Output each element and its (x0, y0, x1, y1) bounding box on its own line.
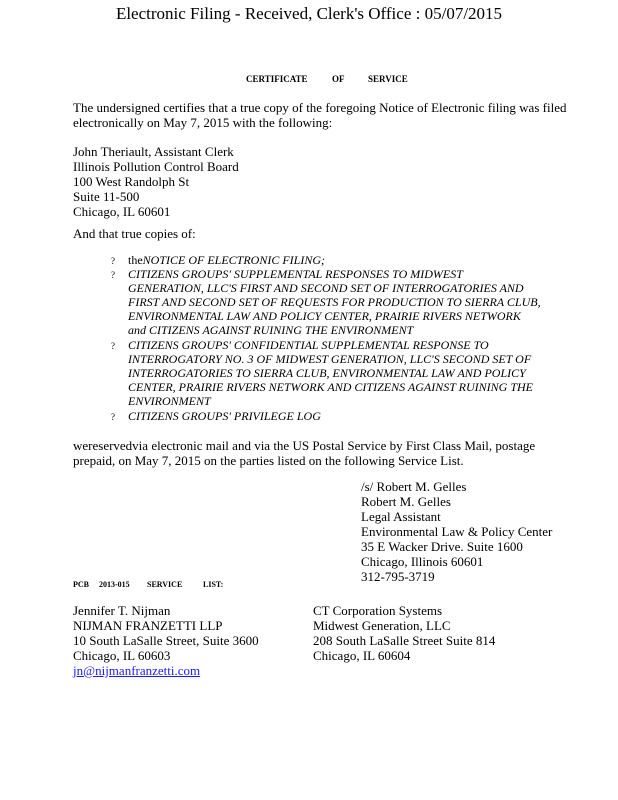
served-paragraph (73, 438, 535, 468)
list-item (128, 253, 325, 267)
service-label: SERVICE (147, 580, 183, 589)
signature-block (361, 479, 552, 584)
item-line: and CITIZENS AGAINST RUINING THE ENVIRONMENT (128, 323, 414, 337)
intro-line: electronically on May 7, 2015 with the following: (73, 115, 333, 130)
item-line: GENERATION, LLC'S FIRST AND SECOND SET OF INTERROGATORIES AND (128, 281, 524, 295)
recipient-line: 100 West Randolph St (73, 174, 190, 189)
signature-line: 312-795-3719 (361, 569, 435, 584)
of-word: OF (332, 74, 345, 84)
party-line: Chicago, IL 60604 (313, 648, 411, 663)
signature-line: 35 E Wacker Drive. Suite 1600 (361, 539, 523, 554)
party-right (313, 603, 495, 663)
recipient-line: Chicago, IL 60601 (73, 204, 171, 219)
served-line: prepaid, on May 7, 2015 on the parties listed on the following Service List. (73, 453, 464, 468)
item-line: NOTICE OF ELECTRONIC FILING; (142, 253, 326, 267)
item-line: CENTER, PRAIRIE RIVERS NETWORK AND CITIZENS AGAINST RUINING THE (128, 380, 533, 394)
bullet-marker: ? (111, 256, 115, 266)
email-link[interactable]: jn@nijmanfranzetti.com (73, 663, 201, 678)
signature-line: Environmental Law & Policy Center (361, 524, 553, 539)
bullet-marker: ? (111, 341, 115, 351)
party-line: NIJMAN FRANZETTI LLP (73, 618, 223, 633)
signature-line: Robert M. Gelles (361, 494, 451, 509)
party-left (73, 603, 259, 678)
item-line: INTERROGATORY NO. 3 OF MIDWEST GENERATION, LLC'S SECOND SET OF (128, 352, 532, 366)
list-label: LIST: (203, 580, 224, 589)
intro-paragraph (73, 100, 566, 130)
item-line: ENVIRONMENT (128, 394, 211, 408)
service-word: SERVICE (368, 74, 408, 84)
signature-line: /s/ Robert M. Gelles (361, 479, 467, 494)
pcb-label: PCB (73, 580, 89, 589)
item-line: CITIZENS GROUPS' CONFIDENTIAL SUPPLEMENTAL RESPONSE TO (128, 338, 489, 352)
service-list-heading (73, 580, 223, 589)
item-prefix: the (128, 253, 143, 267)
list-item (128, 267, 541, 337)
recipient-line: John Theriault, Assistant Clerk (73, 144, 234, 159)
certificate-word: CERTIFICATE (246, 74, 308, 84)
case-number: 2013-015 (99, 580, 130, 589)
filing-stamp-header: Electronic Filing - Received, Clerk's Office : 05/07/2015 (115, 4, 503, 23)
bullet-marker: ? (111, 412, 115, 422)
party-line: 10 South LaSalle Street, Suite 3600 (73, 633, 259, 648)
item-line: CITIZENS GROUPS' SUPPLEMENTAL RESPONSES TO MIDWEST (128, 267, 463, 281)
signature-line: Chicago, Illinois 60601 (361, 554, 484, 569)
recipient-line: Suite 11-500 (73, 189, 140, 204)
item-line: FIRST AND SECOND SET OF REQUESTS FOR PRODUCTION TO SIERRA CLUB, (128, 295, 541, 309)
party-line: 208 South LaSalle Street Suite 814 (313, 633, 496, 648)
party-line: Chicago, IL 60603 (73, 648, 171, 663)
recipient-address (73, 144, 239, 219)
party-line: Midwest Generation, LLC (313, 618, 451, 633)
certificate-of-service-title (246, 74, 406, 84)
party-line: CT Corporation Systems (313, 603, 443, 618)
party-line: Jennifer T. Nijman (73, 603, 171, 618)
recipient-line: Illinois Pollution Control Board (73, 159, 239, 174)
list-item (128, 409, 321, 423)
item-line: ENVIRONMENTAL LAW AND POLICY CENTER, PRAIRIE RIVERS NETWORK (128, 309, 521, 323)
item-line: CITIZENS GROUPS' PRIVILEGE LOG (128, 409, 321, 423)
intro-line: The undersigned certifies that a true copy of the foregoing Notice of Electronic filing was filed (73, 100, 567, 115)
signature-line: Legal Assistant (361, 509, 441, 524)
list-item (128, 338, 533, 408)
true-copies-label: And that true copies of: (73, 226, 196, 241)
bullet-marker: ? (111, 270, 115, 280)
served-line: wereservedvia electronic mail and via the US Postal Service by First Class Mail, postage (73, 438, 536, 453)
item-line: INTERROGATORIES TO SIERRA CLUB, ENVIRONMENTAL LAW AND POLICY (128, 366, 526, 380)
